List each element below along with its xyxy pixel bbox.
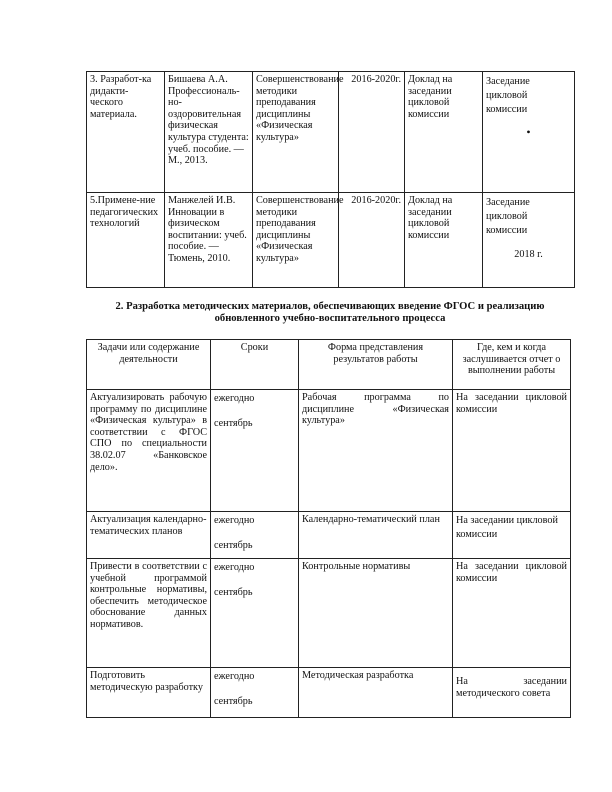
term-cell — [211, 390, 299, 512]
topic-cell: Совершенствование методики преподавания дисциплины «Физическая культура» — [253, 193, 339, 288]
where-cell — [483, 72, 575, 193]
task-cell: Актуализация календарно-тематических планов — [87, 512, 211, 559]
form-cell: Доклад на заседании цикловой комиссии — [405, 72, 483, 193]
where-cell: На заседании методического совета — [453, 668, 571, 718]
table-row — [87, 668, 571, 718]
form-cell: Доклад на заседании цикловой комиссии — [405, 193, 483, 288]
term-month: сентябрь — [214, 418, 253, 429]
source-cell: Бишаева А.А. Профессиональ-но-оздоровительная физическая культура студента: учеб. пособие. — М., 2013. — [165, 72, 253, 193]
where-cell: На заседании цикловой комиссии — [453, 512, 571, 559]
header-task: Задачи или содержание деятельности — [87, 340, 211, 390]
form-cell: Рабочая программа по дисциплине «Физическая культура» — [299, 390, 453, 512]
bullet-icon: • — [526, 125, 531, 139]
table-row — [87, 512, 571, 559]
form-cell: Календарно-тематический план — [299, 512, 453, 559]
where-cell — [483, 193, 575, 288]
task-cell: Подготовить методическую разработку — [87, 668, 211, 718]
term-frequency: ежегодно — [214, 562, 255, 573]
topic-cell: Совершенствование методики преподавания дисциплины «Физическая культура» — [253, 72, 339, 193]
term-cell — [211, 559, 299, 668]
period-cell: 2016-2020г. — [339, 193, 405, 288]
form-cell: Контрольные нормативы — [299, 559, 453, 668]
form-cell: Методическая разработка — [299, 668, 453, 718]
header-form: Форма представления результатов работы — [299, 340, 453, 390]
where-cell: На заседании цикловой комиссии — [453, 390, 571, 512]
table-row — [87, 193, 575, 288]
term-cell — [211, 512, 299, 559]
task-cell: 3. Разработ-ка дидакти-ческого материала. — [87, 72, 165, 193]
header-report: Где, кем и когда заслушивается отчет о выполнении работы — [453, 340, 571, 390]
table-row — [87, 559, 571, 668]
task-cell: Привести в соответствии с учебной программой контрольные нормативы, обеспечить методическое обоснование данных нормативов. — [87, 559, 211, 668]
table-row — [87, 72, 575, 193]
where-text: Заседание цикловой комиссии — [486, 76, 530, 115]
term-frequency: ежегодно — [214, 671, 255, 682]
methodical-work-table — [86, 71, 575, 288]
term-frequency: ежегодно — [214, 515, 255, 526]
source-cell: Манжелей И.В. Инновации в физическом воспитании: учеб. пособие. — Тюмень, 2010. — [165, 193, 253, 288]
section-heading: 2. Разработка методических материалов, обеспечивающих введение ФГОС и реализацию обновленного учебно-воспитательного процесса — [115, 301, 545, 324]
term-month: сентябрь — [214, 587, 253, 598]
task-cell: Актуализировать рабочую программу по дисциплине «Физическая культура» в соответствии с ФГОС СПО по специальности 38.02.07 «Банковское дело». — [87, 390, 211, 512]
header-term: Сроки — [211, 340, 299, 390]
term-frequency: ежегодно — [214, 393, 255, 404]
task-cell: 5.Примене-ние педагогических технологий — [87, 193, 165, 288]
period-cell: 2016-2020г. — [339, 72, 405, 193]
where-cell: На заседании цикловой комиссии — [453, 559, 571, 668]
term-cell — [211, 668, 299, 718]
methodical-materials-table — [86, 339, 571, 718]
where-text: Заседание цикловой комиссии — [486, 197, 530, 236]
year-text: 2018 г. — [514, 249, 543, 260]
table-row — [87, 390, 571, 512]
term-month: сентябрь — [214, 540, 253, 551]
term-month: сентябрь — [214, 696, 253, 707]
table-header-row — [87, 340, 571, 390]
